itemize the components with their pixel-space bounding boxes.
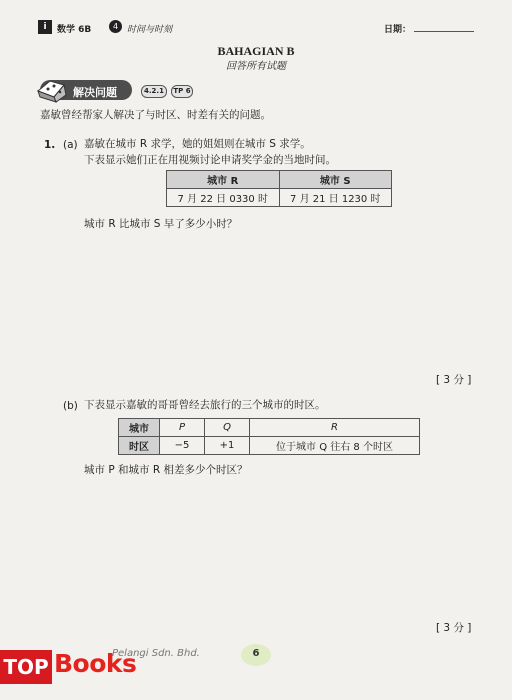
syllabus-tag: 4.2.1 (141, 85, 167, 98)
table-cell-city-q: Q (205, 419, 250, 437)
part-b-label: (b) (63, 400, 78, 412)
q1a-line1: 嘉敏在城市 R 求学，她的姐姐则在城市 S 求学。 (84, 138, 311, 150)
page-header (38, 20, 474, 38)
time-zone-table (118, 418, 420, 455)
chapter-title: 时间与时刻 (127, 25, 173, 35)
dice-icon (36, 77, 70, 103)
q1b-line1: 下表显示嘉敏的哥哥曾经去旅行的三个城市的时区。 (84, 399, 326, 411)
table-cell-zone-r: 位于城市 Q 往右 8 个时区 (250, 437, 420, 455)
watermark-logo-word: Books (54, 649, 137, 678)
table-cell-city-r: R (250, 419, 420, 437)
date-field-line[interactable] (414, 31, 474, 32)
subject-label: 数学 6B (57, 25, 92, 35)
publisher-credit: Pelangi Sdn. Bhd. (112, 648, 200, 659)
tp-level-tag: TP 6 (171, 85, 193, 98)
chapter-number-badge: 4 (109, 20, 122, 33)
q1b-question: 城市 P 和城市 R 相差多少个时区？ (84, 464, 248, 476)
q1a-question: 城市 R 比城市 S 早了多少小时？ (84, 218, 238, 230)
table-cell-zone-p: −5 (160, 437, 205, 455)
watermark-logo-box: TOP (0, 650, 52, 684)
table-header-time-zone: 时区 (119, 437, 160, 455)
page-number: 6 (252, 648, 260, 659)
table-header-city-r: 城市 R (167, 171, 280, 189)
section-subtitle: 回答所有试题 (226, 61, 286, 72)
banner-label: 解决问题 (73, 86, 117, 99)
section-title: BAHAGIAN B (217, 44, 295, 58)
table-cell-city-p: P (160, 419, 205, 437)
q1a-marks: [ 3 分 ] (436, 374, 472, 386)
intro-text: 嘉敏曾经帮家人解决了与时区、时差有关的问题。 (40, 109, 271, 121)
q1b-marks: [ 3 分 ] (436, 622, 472, 634)
table-cell-zone-q: +1 (205, 437, 250, 455)
table-header-city: 城市 (119, 419, 160, 437)
q1a-line2: 下表显示她们正在用视频讨论申请奖学金的当地时间。 (84, 154, 336, 166)
part-a-label: (a) (63, 139, 78, 151)
date-label: 日期： (384, 25, 412, 35)
question-number: 1. (44, 139, 56, 151)
table-cell-time-s: 7 月 21 日 1230 时 (279, 189, 392, 207)
publisher-logo: i (38, 20, 52, 34)
local-time-table (166, 170, 392, 207)
table-header-city-s: 城市 S (279, 171, 392, 189)
table-cell-time-r: 7 月 22 日 0330 时 (167, 189, 280, 207)
